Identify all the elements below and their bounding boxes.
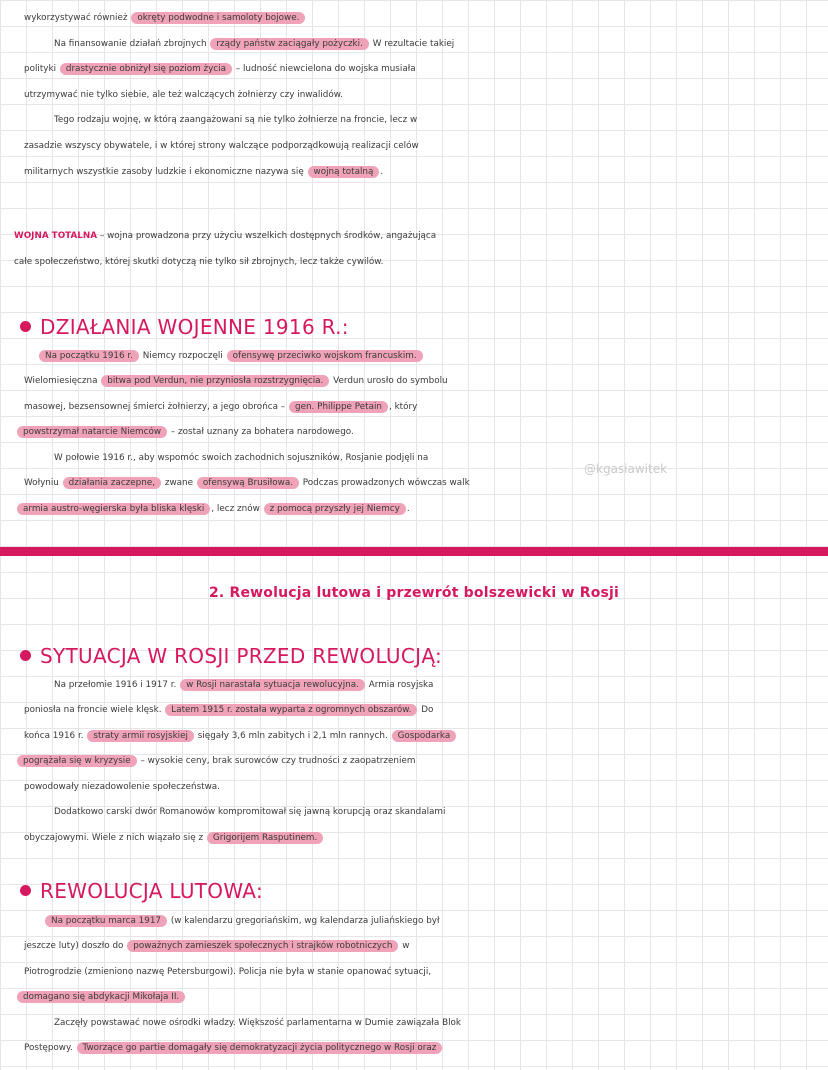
text: sięgały 3,6 mln zabitych i 2,1 mln rannych. bbox=[194, 731, 391, 741]
text: Verdun urosło do symbolu bbox=[330, 376, 448, 386]
bullet-icon bbox=[20, 650, 31, 661]
highlight: Gospodarka bbox=[392, 730, 457, 742]
text: końca 1916 r. bbox=[24, 731, 87, 741]
bullet-icon bbox=[20, 321, 31, 332]
text-line: W połowie 1916 r., aby wspomóc swoich zachodnich sojuszników, Rosjanie podjęli na bbox=[54, 453, 429, 463]
definition-line: całe społeczeństwo, której skutki dotyczą nie tylko sił zbrojnych, lecz także cywilów. bbox=[14, 257, 384, 267]
text: . bbox=[406, 504, 410, 514]
text: Armia rosyjska bbox=[365, 680, 434, 690]
text-line bbox=[44, 909, 828, 933]
highlight: rządy państw zaciągały pożyczki. bbox=[210, 38, 369, 50]
bullet-icon bbox=[20, 885, 31, 896]
highlight: straty armii rosyjskiej bbox=[87, 730, 194, 742]
highlight: ofensywą Brusiłowa. bbox=[197, 477, 299, 489]
text: W rezultacie takiej bbox=[369, 39, 455, 49]
highlight: bitwa pod Verdun, nie przyniosła rozstrzygnięcia. bbox=[101, 375, 329, 387]
heading-text: REWOLUCJA LUTOWA: bbox=[40, 879, 263, 903]
text: (w kalendarzu gregoriańskim, wg kalendarza juliańskiego był bbox=[168, 916, 440, 926]
section-heading bbox=[20, 878, 263, 904]
text-line bbox=[38, 344, 828, 368]
section-divider bbox=[0, 547, 828, 556]
highlight: Na początku 1916 r. bbox=[39, 350, 139, 362]
heading-text: DZIAŁANIA WOJENNE 1916 R.: bbox=[40, 315, 349, 339]
text: zwane bbox=[162, 478, 196, 488]
highlight: domagano się abdykacji Mikołaja II. bbox=[17, 991, 185, 1003]
text: masowej, bezsensownej śmierci żołnierzy, a jego obrońca – bbox=[24, 402, 288, 412]
highlight: w Rosji narastała sytuacja rewolucyjna. bbox=[180, 679, 365, 691]
section-heading bbox=[20, 314, 349, 340]
definition-line bbox=[14, 224, 828, 248]
highlight: armia austro-węgierska była bliska klęski bbox=[17, 503, 210, 515]
text: obyczajowymi. Wiele z nich wiązało się z bbox=[24, 833, 206, 843]
text: Postępowy. bbox=[24, 1043, 76, 1053]
section-heading bbox=[20, 643, 442, 669]
text: militarnych wszystkie zasoby ludzkie i ekonomiczne nazywa się bbox=[24, 167, 307, 177]
highlight: ofensywę przeciwko wojskom francuskim. bbox=[227, 350, 423, 362]
text-line bbox=[24, 6, 828, 30]
highlight: z pomocą przyszły jej Niemcy bbox=[264, 503, 406, 515]
highlight: Na początku marca 1917 bbox=[45, 915, 167, 927]
highlight: Latem 1915 r. została wyparta z ogromnych obszarów. bbox=[165, 704, 417, 716]
text-line bbox=[24, 934, 828, 958]
text-line bbox=[24, 57, 828, 81]
text-line bbox=[24, 1036, 828, 1060]
highlight: Grigorijem Rasputinem. bbox=[207, 832, 323, 844]
text: – wysokie ceny, brak surowców czy trudności z zaopatrzeniem bbox=[137, 756, 416, 766]
watermark: @kgasiawitek bbox=[584, 462, 668, 476]
text: polityki bbox=[24, 64, 59, 74]
text: Podczas prowadzonych wówczas walk bbox=[300, 478, 470, 488]
highlight: drastycznie obniżył się poziom życia bbox=[60, 63, 232, 75]
text-line: utrzymywać nie tylko siebie, ale też walczących żołnierzy czy inwalidów. bbox=[24, 90, 343, 100]
text-line: Dodatkowo carski dwór Romanowów kompromitował się jawną korupcją oraz skandalami bbox=[54, 807, 446, 817]
text: Na finansowanie działań zbrojnych bbox=[54, 39, 210, 49]
text: jeszcze luty) doszło do bbox=[24, 941, 127, 951]
text: . bbox=[380, 167, 384, 177]
text: – wojna prowadzona przy użyciu wszelkich dostępnych środków, angażująca bbox=[97, 231, 437, 241]
text: , lecz znów bbox=[211, 504, 263, 514]
text-line bbox=[54, 32, 828, 56]
text-line bbox=[16, 497, 828, 521]
text-line bbox=[16, 749, 828, 773]
text: wykorzystywać również bbox=[24, 13, 131, 23]
text-line bbox=[24, 369, 828, 393]
text: – został uznany za bohatera narodowego. bbox=[168, 427, 354, 437]
highlight: powstrzymał natarcie Niemców bbox=[17, 426, 167, 438]
text-line bbox=[24, 698, 828, 722]
highlight: pogrążała się w kryzysie bbox=[17, 755, 137, 767]
text-line bbox=[24, 471, 828, 495]
text: Do bbox=[418, 705, 434, 715]
text-line bbox=[24, 826, 828, 850]
text-line: Tego rodzaju wojnę, w którą zaangażowani są nie tylko żołnierze na froncie, lecz w bbox=[54, 115, 418, 125]
text: , który bbox=[389, 402, 418, 412]
text: Wielomiesięczna bbox=[24, 376, 101, 386]
heading-text: SYTUACJA W ROSJI PRZED REWOLUCJĄ: bbox=[40, 644, 442, 668]
text-line: zasadzie wszyscy obywatele, i w której strony walczące podporządkowują realizacji celów bbox=[24, 141, 419, 151]
text: – ludność niewcielona do wojska musiała bbox=[232, 64, 416, 74]
highlight: okręty podwodne i samoloty bojowe. bbox=[131, 12, 305, 24]
highlight: gen. Philippe Petain bbox=[289, 401, 388, 413]
highlight: działania zaczepne, bbox=[63, 477, 161, 489]
text: w bbox=[399, 941, 410, 951]
text: Na przełomie 1916 i 1917 r. bbox=[54, 680, 180, 690]
text: poniosła na froncie wiele klęsk. bbox=[24, 705, 165, 715]
text-line bbox=[24, 160, 828, 184]
text-line: Zaczęły powstawać nowe ośrodki władzy. Większość parlamentarna w Dumie zawiązała Blok bbox=[54, 1018, 462, 1028]
text-line bbox=[54, 673, 828, 697]
highlight: poważnych zamieszek społecznych i strajków robotniczych bbox=[127, 940, 398, 952]
highlight: wojną totalną bbox=[308, 166, 380, 178]
text: Wołyniu bbox=[24, 478, 62, 488]
text-line: powodowały niezadowolenie społeczeństwa. bbox=[24, 782, 220, 792]
text-line bbox=[16, 420, 828, 444]
text-line: Piotrogrodzie (zmieniono nazwę Petersburgowi). Policja nie była w stanie opanować sytuacji, bbox=[24, 967, 432, 977]
definition-term: WOJNA TOTALNA bbox=[14, 231, 98, 241]
text: Niemcy rozpoczęli bbox=[140, 351, 226, 361]
text-line bbox=[24, 395, 828, 419]
text-line bbox=[16, 985, 828, 1009]
text-line bbox=[24, 724, 828, 748]
section-title: 2. Rewolucja lutowa i przewrót bolszewicki w Rosji bbox=[208, 585, 620, 601]
highlight: Tworzące go partie domagały się demokratyzacji życia politycznego w Rosji oraz bbox=[77, 1042, 443, 1054]
